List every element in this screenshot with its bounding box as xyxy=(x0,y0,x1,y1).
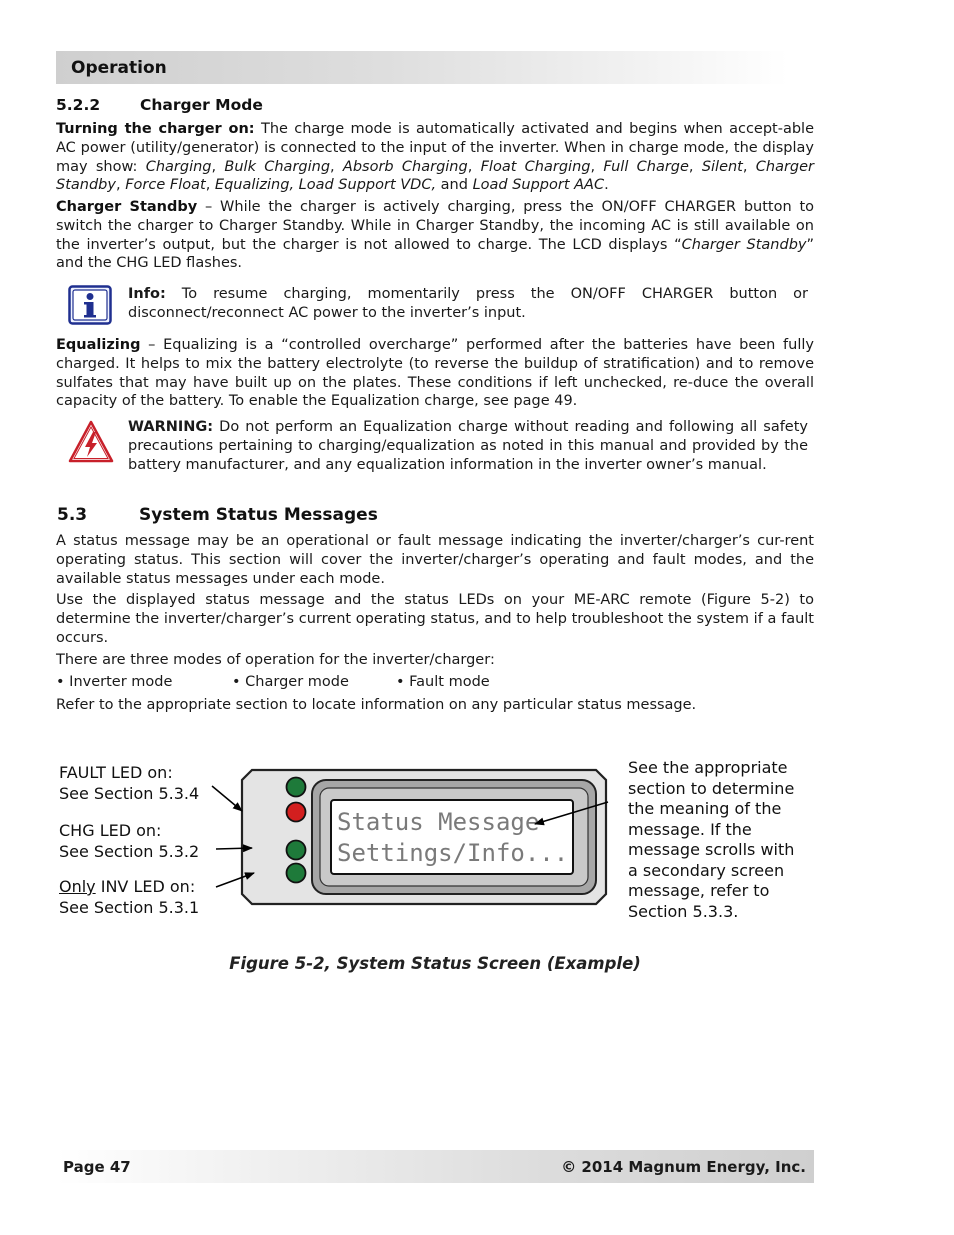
mode-equalizing: Equalizing, Load Support VDC, xyxy=(214,177,437,194)
label-inv-led-line1 xyxy=(59,876,199,897)
lcd-settings-info-text: Settings/Info... xyxy=(337,839,569,867)
section-number: 5.3 xyxy=(57,505,88,525)
inv-led xyxy=(287,864,306,883)
lead-turning-on: Turning the charger on: xyxy=(56,121,255,137)
label-inv-rest: INV LED on: xyxy=(95,877,196,896)
note-line-3: the meaning of the xyxy=(628,799,782,818)
mode-force-float: Force Float xyxy=(125,177,206,194)
chg-led xyxy=(287,841,306,860)
text-equalizing: – Equalizing is a “controlled overcharge” performed after the batteries have been fully charged. It helps to mix the battery electrolyte (to reverse the buildup of stratification) and to remove sulfates that may have built up on the plates. These conditions if left unchecked, re-duce the overall capacity of the battery. To enable the Equalization charge, see page 49. xyxy=(56,337,814,410)
warning-note xyxy=(128,418,808,474)
label-inv-only: Only xyxy=(59,877,96,896)
section-header-bar xyxy=(56,51,788,84)
paragraph-status-intro: A status message may be an operational or fault message indicating the inverter/charger’s cur-rent operating status. This section will cover the inverter/charger’s operating and fault modes, and the available status messages under each mode. xyxy=(56,533,814,587)
subsection-title: Charger Mode xyxy=(140,96,263,114)
figure-caption: Figure 5-2, System Status Screen (Example) xyxy=(229,954,641,973)
list-item-fault-mode: • Fault mode xyxy=(396,674,490,690)
label-inv-led xyxy=(59,876,199,918)
note-line-8: Section 5.3.3. xyxy=(628,901,739,921)
section-header-title: Operation xyxy=(71,58,167,78)
text-and: and xyxy=(436,177,473,194)
mode-float: Float Charging xyxy=(480,158,591,175)
info-text: To resume charging, momentarily press the ON/OFF CHARGER button or disconnect/reconnect AC power to the inverter’s input. xyxy=(128,286,808,321)
lead-equalizing: Equalizing xyxy=(56,337,141,353)
page-number: Page 47 xyxy=(63,1158,131,1176)
inv-led-top xyxy=(287,778,306,797)
fault-led xyxy=(287,803,306,822)
label-chg-led xyxy=(59,820,199,862)
subsection-number: 5.2.2 xyxy=(56,96,101,114)
note-line-1: See the appropriate xyxy=(628,758,788,777)
label-inv-led-line2: See Section 5.3.1 xyxy=(59,898,200,917)
mode-silent: Silent xyxy=(701,158,743,175)
paragraph-charger-standby xyxy=(56,198,814,273)
arrow-chg-led xyxy=(216,848,252,849)
warning-lead: WARNING: xyxy=(128,419,214,435)
label-chg-led-line2: See Section 5.3.2 xyxy=(59,842,200,861)
list-item-charger-mode: • Charger mode xyxy=(232,674,349,690)
mode-load-support-aac: Load Support AAC xyxy=(472,177,605,194)
label-status-message-note xyxy=(628,758,794,922)
note-line-4: message. If the xyxy=(628,819,752,839)
remote-display-illustration xyxy=(200,760,630,920)
text-period: . xyxy=(604,177,609,194)
label-chg-led-line1: CHG LED on: xyxy=(59,821,162,840)
paragraph-status-use: Use the displayed status message and the status LEDs on your ME-ARC remote (Figure 5-2) to determine the inverter/charger’s current operating status, and to help troubleshoot the system if a fault occurs. xyxy=(56,592,814,646)
info-icon xyxy=(68,285,112,325)
note-line-7: message, refer to xyxy=(628,881,770,900)
list-item-inverter-mode: • Inverter mode xyxy=(56,674,173,690)
arrow-fault-led xyxy=(212,786,242,811)
info-note xyxy=(128,285,808,323)
paragraph-turning-charger-on: Turning the charger on: The charge mode is automatically activated and begins when accept-able AC power (utility/generator) is connected to the input of the inverter. When in charge mode, the display may show: Charging, Bulk Charging, Absorb Charging, Float Charging, Full Charge, Silent, Charger Standby, Force Float, Equalizing, Load Support VDC, and Load Support AAC. xyxy=(56,121,815,194)
electrical-warning-icon xyxy=(68,420,114,464)
mode-bulk: Bulk Charging xyxy=(224,158,331,175)
text-standby-italic: Charger Standby xyxy=(681,236,807,253)
section-title: System Status Messages xyxy=(139,505,378,525)
page-footer xyxy=(56,1150,814,1183)
label-fault-led xyxy=(59,762,199,804)
warning-text: Do not perform an Equalization charge without reading and following all safety precautions pertaining to charging/equalization as noted in this manual and provided by the battery manufacturer, and any equalization information in the inverter owner’s manual. xyxy=(128,419,808,473)
mode-standby: Charger Standby xyxy=(56,158,815,194)
mode-absorb: Absorb Charging xyxy=(342,158,468,175)
note-line-2: section to determine xyxy=(628,778,795,798)
mode-charging: Charging xyxy=(145,158,212,175)
note-line-5: message scrolls with xyxy=(628,840,795,859)
lcd-status-message-text: Status Message xyxy=(337,808,540,836)
text-standby-2: ” and the CHG LED flashes. xyxy=(56,236,814,272)
mode-full: Full Charge xyxy=(603,158,689,175)
paragraph-refer: Refer to the appropriate section to locate information on any particular status message. xyxy=(56,697,697,713)
label-fault-led-line2: See Section 5.3.4 xyxy=(59,784,200,803)
section-heading-status-messages xyxy=(57,505,378,525)
note-line-6: a secondary screen xyxy=(628,860,785,880)
text-turning-on: The charge mode is automatically activated and begins when accept-able AC power (utility/generator) is connected to the input of the inverter. When in charge mode, the display may show: xyxy=(56,121,814,175)
paragraph-three-modes: There are three modes of operation for the inverter/charger: xyxy=(56,652,495,668)
label-fault-led-line1: FAULT LED on: xyxy=(59,763,173,782)
paragraph-equalizing xyxy=(56,336,814,411)
lead-charger-standby: Charger Standby xyxy=(56,199,198,215)
subsection-heading-charger-mode xyxy=(56,96,263,114)
text-standby-1: – While the charger is actively charging, press the ON/OFF CHARGER button to switch the charger to Charger Standby. While in Charger Standby, the incoming AC is still available on the inverter’s output, but the charger is not allowed to charge. The LCD displays “ xyxy=(56,199,814,253)
info-lead: Info: xyxy=(128,286,166,302)
copyright: © 2014 Magnum Energy, Inc. xyxy=(561,1158,806,1176)
